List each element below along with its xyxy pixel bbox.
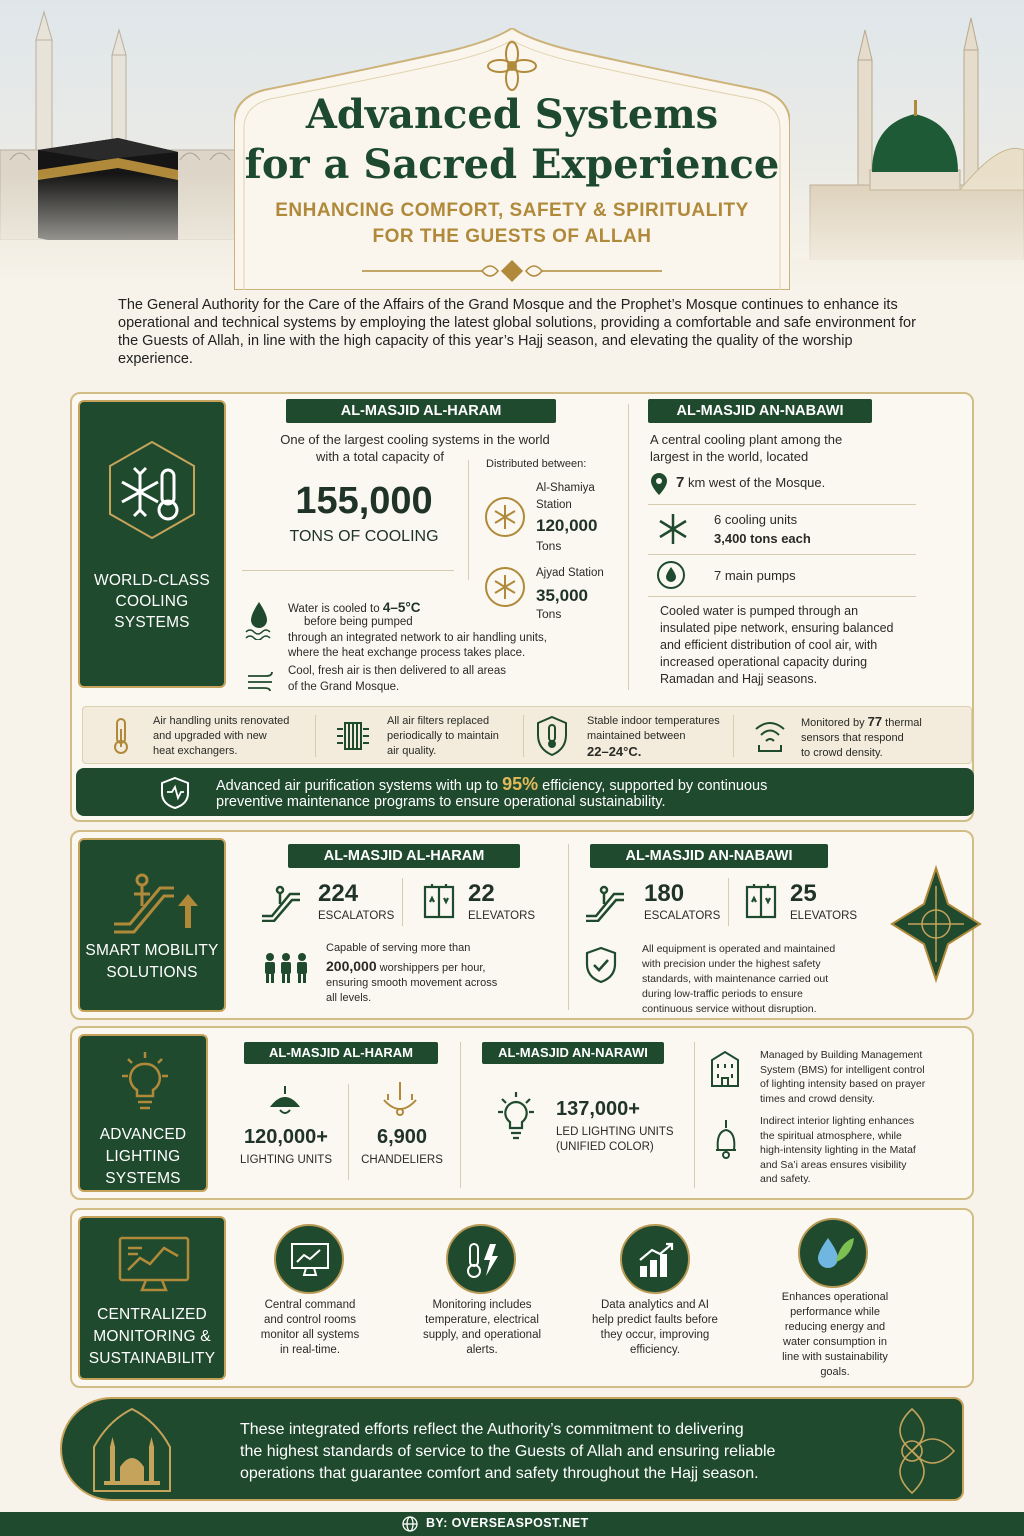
lighting-units-label: LIGHTING UNITS <box>239 1154 332 1166</box>
closing-line-2: the highest standards of service to the Guests of Allah and ensuring reliable <box>240 1443 776 1460</box>
led-label-1: LED LIGHTING UNITS <box>556 1126 674 1138</box>
chandeliers-label: CHANDELIERS <box>361 1154 443 1166</box>
byline-text: BY: OVERSEASPOST.NET <box>426 1516 589 1530</box>
feature-3-line-1: Stable indoor temperatures <box>587 715 720 727</box>
nabawi-escalators-count: 180 <box>644 880 685 907</box>
nabawi-para-3: and efficient distribution of cool air, with <box>660 638 878 652</box>
feature-4-line-1a: Monitored by <box>801 717 868 729</box>
lighting-column-divider <box>460 1042 461 1188</box>
chandeliers-value: 6,900 <box>376 1126 428 1148</box>
mobility-haram-pill: AL-MASJID AL-HARAM <box>288 844 520 868</box>
haram-escalators-count: 224 <box>318 880 359 907</box>
closing-banner <box>60 1397 964 1501</box>
mosque-silhouette-icon <box>84 1407 180 1495</box>
nabawi-escalators-label: ESCALATORS <box>644 910 721 922</box>
purification-efficiency: 95% <box>502 774 539 794</box>
bms-line-2: System (BMS) for intelligent control <box>760 1063 925 1076</box>
monitoring-item-1-line-4: in real-time. <box>279 1344 341 1356</box>
nabawi-para-2: insulated pipe network, ensuring balanced <box>660 621 894 635</box>
safety-line-5: continuous service without disruption. <box>642 1003 817 1015</box>
station2-unit: Tons <box>536 607 562 621</box>
cooling-column-divider <box>628 404 629 690</box>
escalator-icon <box>584 884 628 922</box>
monitoring-item-1-line-2: and control rooms <box>263 1314 357 1326</box>
cooling-haram-divider <box>468 460 469 580</box>
subtitle-line-2: FOR THE GUESTS OF ALLAH <box>372 226 652 247</box>
cooling-haram-desc-2: with a total capacity of <box>316 449 444 464</box>
cooling-total-unit: TONS OF COOLING <box>289 528 439 545</box>
lighting-side-panel <box>78 1034 208 1192</box>
strip-divider <box>523 715 524 757</box>
cooling-nabawi-desc-1: A central cooling plant among the <box>650 432 843 447</box>
nabawi-hline-1 <box>648 504 916 505</box>
capacity-line-1: Capable of serving more than <box>326 942 471 954</box>
monitoring-item-1-badge <box>274 1224 344 1294</box>
monitoring-item-1-line-3: monitor all systems <box>260 1329 360 1341</box>
nabawi-para-5: Ramadan and Hajj seasons. <box>660 672 818 686</box>
cooling-nabawi-pill: AL-MASJID AN-NABAWI <box>648 399 872 423</box>
feature-1 <box>153 714 289 759</box>
cooling-side-panel <box>78 400 226 688</box>
feature-1-line-2: and upgraded with new <box>153 730 267 742</box>
capacity-text: worshippers per hour, <box>376 962 486 974</box>
nabawi-hline-3 <box>648 596 916 597</box>
monitoring-item-4-text <box>762 1290 908 1380</box>
snowflake-icon <box>484 496 526 538</box>
indirect-line-5: and safety. <box>760 1173 811 1185</box>
indirect-line-4: and Sa’i areas ensures visibility <box>760 1158 907 1171</box>
feature-4-line-1 <box>801 714 922 731</box>
cooling-units-line-2: 3,400 tons each <box>714 531 811 546</box>
safety-line-4: during low-traffic periods to ensure <box>642 988 803 1000</box>
bms-line-1: Managed by Building Management <box>760 1049 923 1061</box>
bms-line-3: of lighting intensity based on prayer <box>760 1078 926 1090</box>
monitoring-item-1-line-1: Central command <box>264 1299 356 1311</box>
monitoring-item-4-line-3: reducing energy and <box>784 1321 886 1333</box>
water-leaf-icon <box>812 1232 856 1276</box>
led-label-2: (UNIFIED COLOR) <box>556 1141 654 1153</box>
air-line-2: of the Grand Mosque. <box>288 681 400 693</box>
monitoring-section <box>70 1208 974 1388</box>
main-pumps: 7 main pumps <box>714 568 796 583</box>
mobility-divider <box>728 878 729 926</box>
led-units-value: 137,000+ <box>556 1098 640 1120</box>
monitoring-item-4-badge <box>798 1218 868 1288</box>
monitoring-item-4-line-6: goals. <box>820 1366 850 1378</box>
monitoring-item-2-line-4: alerts. <box>466 1344 498 1356</box>
pendant-lamp-icon <box>268 1086 302 1118</box>
haram-elevators-count: 22 <box>468 880 495 907</box>
mobility-side-label-1: SMART MOBILITY <box>85 942 219 959</box>
thermometer-icon <box>109 717 133 755</box>
monitoring-item-2-line-3: supply, and operational <box>422 1329 542 1341</box>
indirect-line-2: the spiritual atmosphere, while <box>760 1129 902 1142</box>
safety-line-2: with precision under the highest safety <box>642 958 821 970</box>
feature-4-line-2: sensors that respond <box>801 732 904 744</box>
monitoring-side-label-1: CENTRALIZED <box>97 1306 207 1323</box>
shield-thermometer-icon <box>535 715 569 757</box>
cooling-total-value: 155,000 <box>295 480 433 522</box>
thermal-sensors-count: 77 <box>867 714 883 729</box>
led-bulb-icon <box>494 1092 538 1140</box>
water-line-1 <box>288 600 421 615</box>
monitoring-item-4-line-2: performance while <box>790 1306 880 1318</box>
pump-drop-icon <box>656 560 686 590</box>
station2-name: Ajyad Station <box>536 567 604 579</box>
purification-text-c: efficiency, supported by continuous <box>538 778 768 794</box>
feature-2-line-3: air quality. <box>387 745 437 757</box>
star-ornament-icon <box>888 864 984 984</box>
water-line-2: before being pumped <box>304 616 413 628</box>
monitoring-item-3-line-1: Data analytics and AI <box>600 1299 710 1311</box>
bms-paragraph <box>760 1048 925 1106</box>
globe-icon <box>402 1516 418 1532</box>
purification-bar <box>76 768 974 816</box>
monitoring-item-3-line-4: efficiency. <box>629 1344 681 1356</box>
feature-3-line-3: 22–24°C. <box>587 744 642 759</box>
feature-4 <box>801 714 922 761</box>
arabesque-ornament-icon <box>866 1405 958 1497</box>
building-icon <box>708 1050 742 1088</box>
nabawi-elevators-label: ELEVATORS <box>790 910 858 922</box>
feature-3 <box>587 714 720 759</box>
water-line-1a: Water is cooled to <box>288 603 383 615</box>
feature-3-line-2: maintained between <box>587 730 686 742</box>
capacity-line-3: ensuring smooth movement across <box>326 977 498 989</box>
purification-line-1 <box>216 774 767 795</box>
feature-1-line-3: heat exchangers. <box>153 745 238 757</box>
haram-elevators-label: ELEVATORS <box>468 910 536 922</box>
station1-name-1: Al-Shamiya <box>536 482 595 494</box>
capacity-line-4: all levels. <box>326 992 372 1004</box>
feature-1-line-1: Air handling units renovated <box>153 715 290 727</box>
monitoring-item-4-line-5: line with sustainability <box>782 1351 888 1363</box>
monitoring-item-3-text <box>582 1298 728 1358</box>
station1-value: 120,000 <box>536 516 598 535</box>
monitoring-side-label-3: SUSTAINABILITY <box>88 1350 216 1367</box>
divider-ornament-icon <box>362 258 662 284</box>
station2-value: 35,000 <box>536 586 588 605</box>
indirect-paragraph <box>760 1114 916 1187</box>
station1-name-2: Station <box>536 499 572 511</box>
air-flow-icon <box>246 670 276 692</box>
flower-ornament-icon <box>484 38 540 94</box>
feature-2-line-1: All air filters replaced <box>387 715 490 727</box>
lighting-nabawi-pill: AL-MASJID AN-NARAWI <box>482 1042 664 1064</box>
elevator-icon <box>744 882 778 920</box>
monitoring-side-label-2: MONITORING & <box>93 1328 211 1345</box>
monitoring-item-2-badge <box>446 1224 516 1294</box>
lighting-units-value: 120,000+ <box>244 1126 328 1148</box>
nabawi-para-1: Cooled water is pumped through an <box>660 604 859 618</box>
km-value: 7 <box>676 474 685 491</box>
lighting-section <box>70 1026 974 1200</box>
feature-2-line-2: periodically to maintain <box>387 730 499 742</box>
bar-chart-growth-icon <box>636 1240 676 1280</box>
monitoring-item-3-badge <box>620 1224 690 1294</box>
mobility-section <box>70 830 974 1020</box>
monitoring-item-2-line-2: temperature, electrical <box>425 1314 539 1326</box>
snowflake-thermometer-icon <box>102 440 202 540</box>
subtitle-line-1: ENHANCING COMFORT, SAFETY & SPIRITUALITY <box>275 200 749 221</box>
snowflake-icon <box>656 512 690 546</box>
purification-line-2: preventive maintenance programs to ensure operational sustainability. <box>216 794 666 810</box>
byline-bar <box>0 1512 1024 1536</box>
mobility-nabawi-pill: AL-MASJID AN-NABAWI <box>590 844 828 868</box>
capacity-line-2 <box>326 958 485 974</box>
monitoring-item-2-line-1: Monitoring includes <box>432 1299 532 1311</box>
intro-paragraph: The General Authority for the Care of the Affairs of the Grand Mosque and the Prophet’s Mosque continues to enhance its operational and technical systems by employing the latest global solutions, providing a comfortable and safe environment for the Guests of Allah, in line with the high capacity of this year’s Hajj season, and elevating the quality of the worship experience. <box>118 297 916 367</box>
water-temperature: 4–5°C <box>382 600 421 615</box>
strip-divider <box>315 715 316 757</box>
snowflake-icon <box>484 566 526 608</box>
thermometer-lightning-icon <box>462 1240 502 1280</box>
cooling-haram-hline <box>242 570 454 571</box>
nabawi-elevators-count: 25 <box>790 880 817 907</box>
purification-text-a: Advanced air purification systems with up to <box>216 778 503 794</box>
monitoring-side-panel <box>78 1216 226 1380</box>
mobility-divider <box>402 878 403 926</box>
title-line-1: Advanced Systems <box>305 91 719 138</box>
water-line-3: through an integrated network to air handling units, <box>288 632 547 644</box>
km-text: km west of the Mosque. <box>687 475 826 490</box>
monitoring-item-3-line-2: help predict faults before <box>592 1314 718 1326</box>
feature-4-line-3: to crowd density. <box>801 747 883 759</box>
monitoring-item-3-line-3: they occur, improving <box>600 1329 710 1341</box>
capacity-value: 200,000 <box>326 958 377 974</box>
wifi-sensor-icon <box>753 717 787 755</box>
escalator-person-icon <box>108 866 198 936</box>
lighting-side-label-1: ADVANCED <box>99 1126 187 1143</box>
station1-unit: Tons <box>536 539 562 553</box>
monitoring-item-1-text <box>242 1298 378 1358</box>
monitoring-item-4-line-4: water consumption in <box>783 1336 887 1348</box>
shield-check-icon <box>584 946 618 984</box>
lighting-divider <box>348 1084 349 1180</box>
km-line <box>676 474 825 491</box>
bms-line-4: times and crowd density. <box>760 1092 875 1105</box>
title-line-2: for a Sacred Experience <box>244 141 780 188</box>
lamp-hanging-icon <box>712 1120 740 1162</box>
indirect-line-3: high-intensity lighting in the Mataf <box>760 1144 916 1156</box>
elevator-icon <box>422 882 456 920</box>
cooling-features-strip <box>82 706 972 764</box>
air-line-1: Cool, fresh air is then delivered to all areas <box>288 665 506 677</box>
chandelier-icon <box>380 1082 420 1120</box>
monitor-chart-icon <box>116 1234 192 1294</box>
safety-line-1: All equipment is operated and maintained <box>642 943 836 955</box>
lighting-side-label-2: LIGHTING <box>105 1148 181 1165</box>
feature-4-line-1c: thermal <box>882 717 922 729</box>
cooling-haram-desc-1: One of the largest cooling systems in the world <box>280 432 550 447</box>
escalator-icon <box>260 884 304 922</box>
monitoring-item-2-text <box>412 1298 552 1358</box>
distributed-label: Distributed between: <box>486 458 587 470</box>
closing-line-1: These integrated efforts reflect the Authority’s commitment to delivering <box>240 1421 744 1438</box>
water-line-4: where the heat exchange process takes place. <box>288 647 526 659</box>
lightbulb-icon <box>116 1050 174 1112</box>
closing-line-3: operations that guarantee comfort and safety throughout the Hajj season. <box>240 1465 759 1482</box>
lighting-side-label-3: SYSTEMS <box>105 1170 181 1187</box>
lighting-haram-pill: AL-MASJID AL-HARAM <box>244 1042 438 1064</box>
mobility-side-panel <box>78 838 226 1012</box>
mobility-column-divider <box>568 844 569 1010</box>
cooling-side-label-2: COOLING SYSTEMS <box>114 593 190 631</box>
safety-paragraph <box>642 942 835 1017</box>
cooling-units-line-1: 6 cooling units <box>714 512 798 527</box>
mobility-side-label-2: SOLUTIONS <box>106 964 198 981</box>
water-drop-icon <box>244 600 274 640</box>
cooling-nabawi-desc-2: largest in the world, located <box>650 449 809 464</box>
air-filter-icon <box>335 719 371 753</box>
cooling-haram-pill: AL-MASJID AL-HARAM <box>286 399 556 423</box>
computer-monitor-icon <box>290 1242 330 1278</box>
safety-line-3: standards, with maintenance carried out <box>642 973 829 985</box>
location-pin-icon <box>650 472 668 496</box>
haram-escalators-label: ESCALATORS <box>318 910 395 922</box>
shield-air-icon <box>158 776 192 810</box>
nabawi-hline-2 <box>648 554 916 555</box>
lighting-column-divider-2 <box>694 1042 695 1188</box>
people-group-icon <box>262 952 310 984</box>
feature-2 <box>387 714 499 759</box>
indirect-line-1: Indirect interior lighting enhances <box>760 1115 915 1127</box>
monitoring-item-4-line-1: Enhances operational <box>781 1291 889 1303</box>
cooling-side-label-1: WORLD-CLASS <box>94 572 210 589</box>
nabawi-para-4: increased operational capacity during <box>660 655 868 669</box>
strip-divider <box>733 715 734 757</box>
